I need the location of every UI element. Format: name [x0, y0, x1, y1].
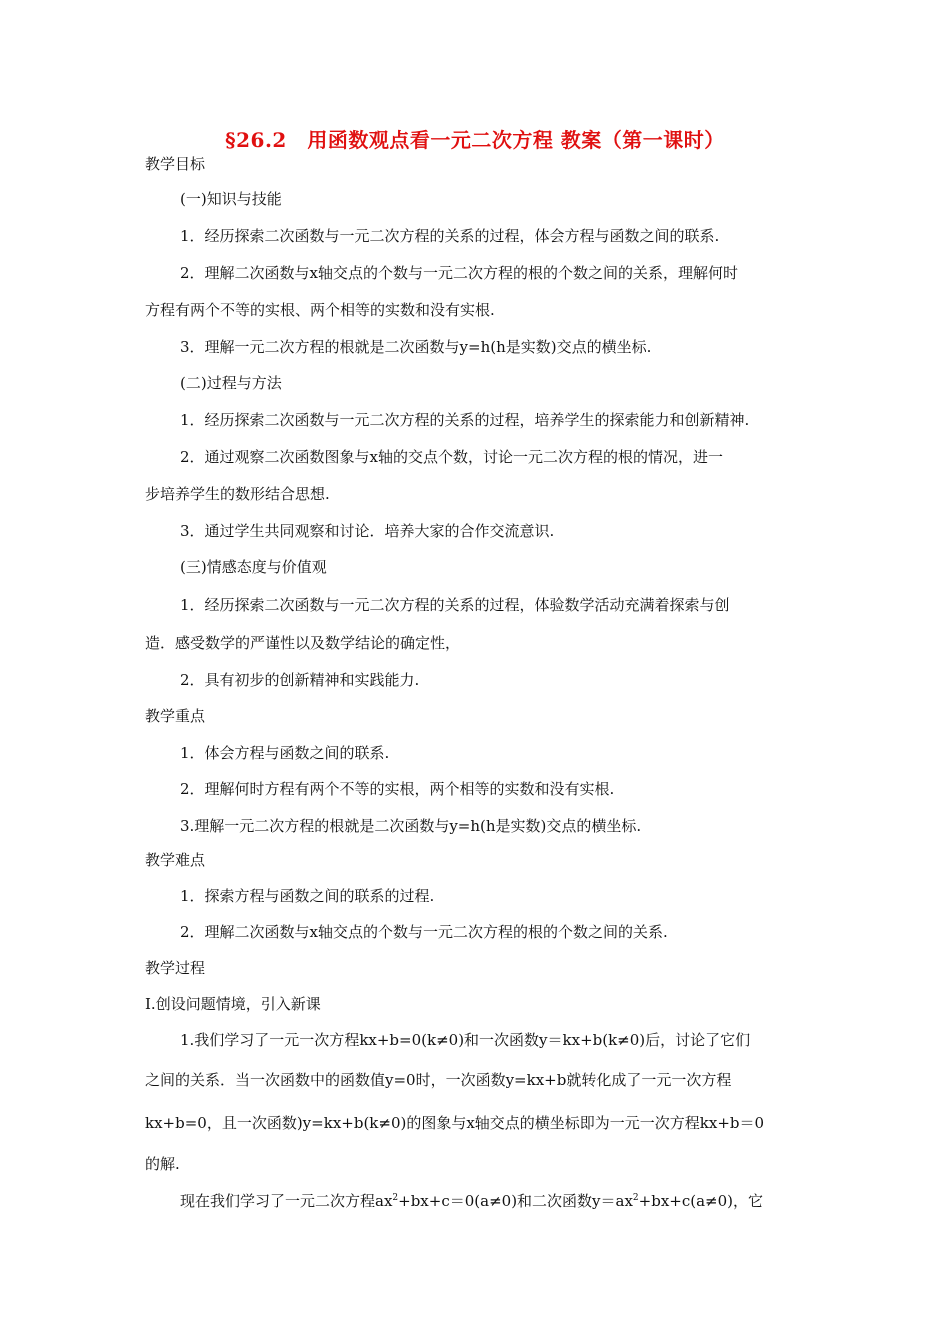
paragraph-line: 之间的关系．当一次函数中的函数值y=0时，一次函数y=kx+b就转化成了一元一次方程 [145, 1071, 732, 1089]
text-run: +bx+c(a≠0)，它 [638, 1192, 764, 1210]
paragraph-line: 方程有两个不等的实根、两个相等的实数和没有实根. [145, 301, 495, 319]
subsection-heading: (三)情感态度与价值观 [180, 558, 327, 576]
paragraph-line: 1．经历探索二次函数与一元二次方程的关系的过程，培养学生的探索能力和创新精神. [180, 411, 750, 429]
subsection-heading: Ⅰ.创设问题情境，引入新课 [145, 995, 321, 1013]
paragraph-line: 1．经历探索二次函数与一元二次方程的关系的过程，体验数学活动充满着探索与创 [180, 596, 730, 614]
paragraph-line: 2．具有初步的创新精神和实践能力. [180, 671, 420, 689]
superscript: 2 [392, 1193, 399, 1203]
paragraph-line: 1．探索方程与函数之间的联系的过程. [180, 887, 435, 905]
paragraph-line: 1.我们学习了一元一次方程kx+b=0(k≠0)和一次函数y＝kx+b(k≠0)后，讨论了它们 [180, 1031, 751, 1049]
section-heading: 教学目标 [145, 155, 206, 173]
subsection-heading: (二)过程与方法 [180, 374, 282, 392]
section-heading: 教学过程 [145, 959, 206, 977]
paragraph-line: 2．理解二次函数与x轴交点的个数与一元二次方程的根的个数之间的关系，理解何时 [180, 264, 739, 282]
section-heading: 教学难点 [145, 851, 206, 869]
paragraph-line: 3．通过学生共同观察和讨论．培养大家的合作交流意识. [180, 522, 555, 540]
paragraph-line: 3.理解一元二次方程的根就是二次函数与y=h(h是实数)交点的横坐标. [180, 817, 642, 835]
paragraph-line: 步培养学生的数形结合思想. [145, 485, 330, 503]
paragraph-line: 造．感受数学的严谨性以及数学结论的确定性， [145, 634, 461, 652]
paragraph-line: 3．理解一元二次方程的根就是二次函数与y=h(h是实数)交点的横坐标. [180, 338, 652, 356]
subsection-heading: (一)知识与技能 [180, 190, 282, 208]
text-run: +bx+c＝0(a≠0)和二次函数y＝ax [398, 1192, 633, 1210]
section-heading: 教学重点 [145, 707, 206, 725]
paragraph-line: 2．通过观察二次函数图象与x轴的交点个数，讨论一元二次方程的根的情况，进一 [180, 448, 724, 466]
paragraph-line: 1．体会方程与函数之间的联系. [180, 744, 390, 762]
paragraph-line: 1．经历探索二次函数与一元二次方程的关系的过程，体会方程与函数之间的联系. [180, 227, 720, 245]
paragraph-line: kx+b=0，且一次函数)y=kx+b(k≠0)的图象与x轴交点的横坐标即为一元一次方程kx+b＝0 [145, 1114, 765, 1132]
text-run: 现在我们学习了一元二次方程ax [180, 1192, 393, 1210]
superscript: 2 [632, 1193, 639, 1203]
paragraph-line: 2．理解何时方程有两个不等的实根，两个相等的实数和没有实根. [180, 780, 615, 798]
paragraph-line: 2．理解二次函数与x轴交点的个数与一元二次方程的根的个数之间的关系. [180, 923, 668, 941]
paragraph-line: 的解. [145, 1155, 180, 1173]
paragraph-line [180, 1191, 763, 1211]
document-title: §26.2 用函数观点看一元二次方程 教案（第一课时） [225, 128, 725, 152]
